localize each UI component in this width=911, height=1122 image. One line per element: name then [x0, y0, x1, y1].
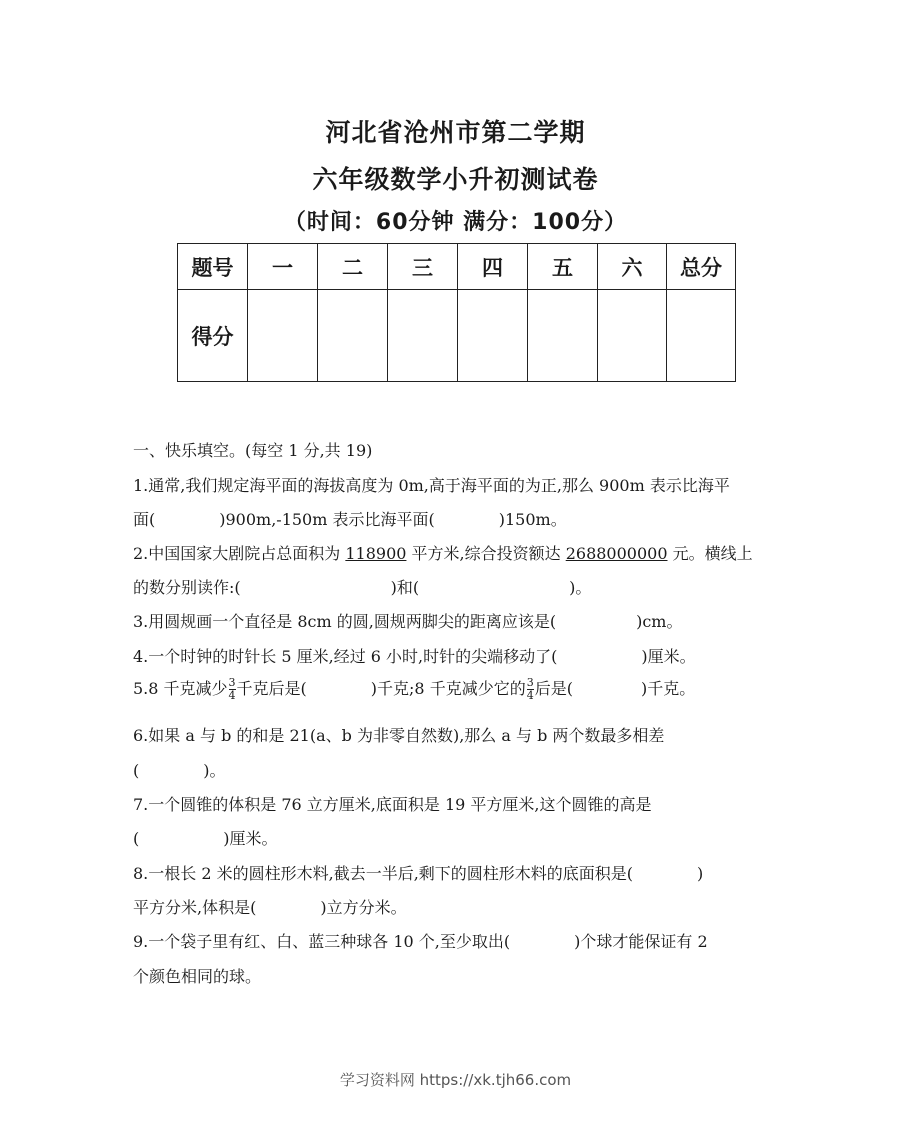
footer-watermark: 学习资料网 https://xk.tjh66.com [339, 1071, 572, 1089]
text: 5.8 千克减少 [133, 679, 228, 698]
question-8-line-1 [133, 861, 703, 884]
question-9-line-2: 个颜色相同的球。 [133, 967, 262, 986]
text: )厘米。 [641, 647, 696, 666]
question-2-line-1 [133, 541, 753, 564]
text: 面( [133, 510, 156, 529]
text: ( [133, 761, 140, 780]
text: )厘米。 [223, 829, 278, 848]
question-6-line-1: 6.如果 a 与 b 的和是 21(a、b 为非零自然数),那么 a 与 b 两个数最多相差 [133, 726, 665, 745]
text: )个球才能保证有 2 [574, 932, 708, 951]
text: )。 [203, 761, 226, 780]
text: 2.中国国家大剧院占总面积为 [133, 544, 346, 563]
table-cell: 六 [598, 244, 667, 290]
table-cell: 四 [458, 244, 528, 290]
text: 后是( [534, 679, 573, 698]
text: )千克;8 千克减少它的 [370, 679, 526, 698]
question-1-line-1: 1.通常,我们规定海平面的海拔高度为 0m,高于海平面的为正,那么 900m 表示比海平 [133, 476, 730, 495]
text: )和( [390, 578, 420, 597]
underlined-number: 2688000000 [565, 544, 668, 563]
table-cell: 得分 [178, 290, 248, 382]
text: 8.一根长 2 米的圆柱形木料,截去一半后,剩下的圆柱形木料的底面积是( [133, 864, 634, 883]
text: 元。横线上 [667, 544, 753, 563]
question-7-line-2 [133, 826, 278, 849]
table-cell: 总分 [667, 244, 736, 290]
question-3 [133, 609, 682, 632]
question-8-line-2 [133, 895, 407, 918]
fraction-numerator: 3 [228, 676, 236, 689]
fraction [527, 677, 534, 702]
text: 4.一个时钟的时针长 5 厘米,经过 6 小时,时针的尖端移动了( [133, 647, 558, 666]
page-subtitle: 六年级数学小升初测试卷 [312, 165, 599, 194]
fraction [229, 677, 236, 702]
score-cell[interactable] [598, 290, 667, 382]
text: 千克后是( [236, 679, 307, 698]
text: )千克。 [640, 679, 696, 698]
text: )立方分米。 [320, 898, 407, 917]
question-9-line-1 [133, 929, 708, 952]
score-table [177, 243, 736, 382]
section-heading: 一、快乐填空。(每空 1 分,共 19) [133, 441, 373, 460]
fraction-denominator: 4 [228, 689, 236, 702]
table-cell: 三 [388, 244, 458, 290]
text: )cm。 [636, 612, 683, 631]
question-5 [133, 676, 695, 702]
question-1-line-2 [133, 507, 567, 530]
text: ) [697, 864, 704, 883]
score-cell[interactable] [388, 290, 458, 382]
table-cell: 二 [318, 244, 388, 290]
score-cell[interactable] [318, 290, 388, 382]
text: 9.一个袋子里有红、白、蓝三种球各 10 个,至少取出( [133, 932, 511, 951]
score-cell[interactable] [248, 290, 318, 382]
score-table-score-row [178, 290, 736, 382]
question-6-line-2 [133, 758, 226, 781]
underlined-number: 118900 [345, 544, 407, 563]
page-title: 河北省沧州市第二学期 [325, 118, 586, 147]
fraction-numerator: 3 [526, 676, 534, 689]
text: )900m,-150m 表示比海平面( [219, 510, 435, 529]
table-cell: 一 [248, 244, 318, 290]
table-cell: 题号 [178, 244, 248, 290]
text: 平方分米,体积是( [133, 898, 257, 917]
text: 平方米,综合投资额达 [406, 544, 566, 563]
fraction-denominator: 4 [526, 689, 534, 702]
score-table-header-row [178, 244, 736, 290]
text: )。 [569, 578, 592, 597]
exam-info: （时间：60分钟 满分：100分） [283, 210, 628, 235]
text: 的数分别读作:( [133, 578, 241, 597]
score-cell[interactable] [528, 290, 598, 382]
question-7-line-1: 7.一个圆锥的体积是 76 立方厘米,底面积是 19 平方厘米,这个圆锥的高是 [133, 795, 652, 814]
question-2-line-2 [133, 575, 591, 598]
table-cell: 五 [528, 244, 598, 290]
text: )150m。 [498, 510, 567, 529]
text: 3.用圆规画一个直径是 8cm 的圆,圆规两脚尖的距离应该是( [133, 612, 557, 631]
text: ( [133, 829, 140, 848]
question-4 [133, 644, 696, 667]
score-cell[interactable] [667, 290, 736, 382]
score-cell[interactable] [458, 290, 528, 382]
